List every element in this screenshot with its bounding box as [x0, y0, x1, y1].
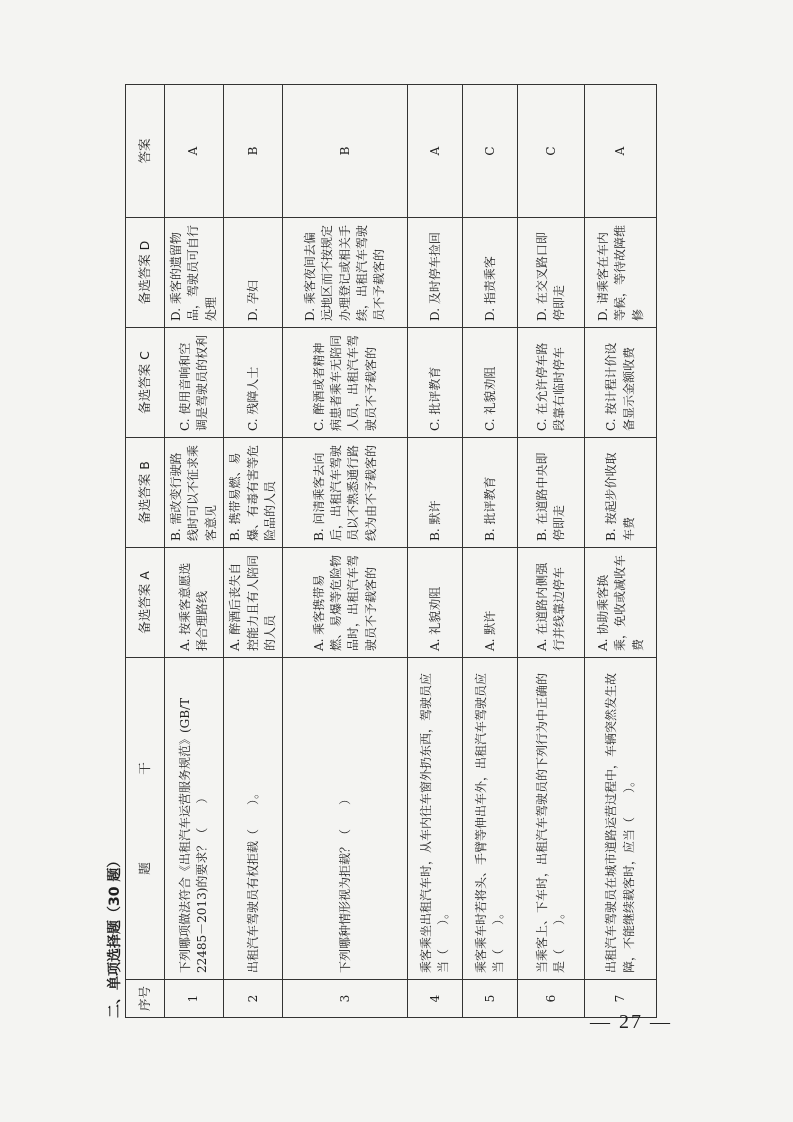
question-number: 6 — [518, 980, 585, 1018]
answer: A — [585, 85, 657, 218]
option-b: B. 按起步价收取车费 — [585, 438, 657, 548]
option-b: B. 批评教育 — [463, 438, 518, 548]
table-row — [463, 85, 518, 1018]
question-stem: 出租汽车驾驶员在城市道路运营过程中，车辆突然发生故障，不能继续载客时，应当（ ）。 — [585, 658, 657, 980]
header-row — [126, 85, 165, 1018]
option-d: D. 指责乘客 — [463, 218, 518, 328]
question-stem: 出租汽车驾驶员有权拒载（ ）。 — [224, 658, 283, 980]
option-c: C. 残障人士 — [224, 328, 283, 438]
table-row — [585, 85, 657, 1018]
option-a: A. 礼貌劝阻 — [408, 548, 463, 658]
option-b: B. 需改变行驶路线时可以不征求乘客意见 — [165, 438, 224, 548]
answer: B — [283, 85, 408, 218]
header-num: 序号 — [126, 980, 165, 1018]
question-number: 3 — [283, 980, 408, 1018]
answer: B — [224, 85, 283, 218]
option-b: B. 携带易燃、易爆、有毒有害等危险品的人员 — [224, 438, 283, 548]
option-a: A. 默许 — [463, 548, 518, 658]
option-d: D. 及时停车捡回 — [408, 218, 463, 328]
header-option-a: 备选答案 A — [126, 548, 165, 658]
page-number: — 27 — — [590, 1011, 672, 1033]
option-c: C. 在允许停车路段靠右临时停车 — [518, 328, 585, 438]
question-number: 4 — [408, 980, 463, 1018]
option-b: B. 默许 — [408, 438, 463, 548]
option-c: C. 批评教育 — [408, 328, 463, 438]
option-a: A. 醉酒后丧失自控能力且有人陪同的人员 — [224, 548, 283, 658]
option-d: D. 在交叉路口即停即走 — [518, 218, 585, 328]
question-stem: 当乘客上、下车时，出租汽车驾驶员的下列行为中正确的是（ ）。 — [518, 658, 585, 980]
option-a: A. 在道路内侧强行并线靠边停车 — [518, 548, 585, 658]
table-row — [224, 85, 283, 1018]
option-b: B. 在道路中央即停即走 — [518, 438, 585, 548]
answer: C — [518, 85, 585, 218]
section-title: 二、单项选择题（30 题） — [107, 853, 123, 1018]
option-d: D. 乘客夜间去偏远地区而不按规定办理登记或相关手续，出租汽车驾驶员不予载客的 — [283, 218, 408, 328]
option-d: D. 乘客的遗留物品，驾驶员可自行处理 — [165, 218, 224, 328]
table-row — [518, 85, 585, 1018]
option-a: A. 按乘客意愿选择合理路线 — [165, 548, 224, 658]
option-c: C. 按计程计价设备显示金额收费 — [585, 328, 657, 438]
option-d: D. 请乘客在车内等候，等待故障维修 — [585, 218, 657, 328]
question-stem: 乘客乘坐出租汽车时，从车内往车窗外扔东西，驾驶员应当（ ）。 — [408, 658, 463, 980]
header-option-d: 备选答案 D — [126, 218, 165, 328]
question-stem: 下列哪项做法符合《出租汽车运营服务规范》(GB/T 22485－2013)的要求？（ ） — [165, 658, 224, 980]
question-number: 5 — [463, 980, 518, 1018]
question-number: 7 — [585, 980, 657, 1018]
table-row — [283, 85, 408, 1018]
option-a: A. 协助乘客换乘，免收或减收车费 — [585, 548, 657, 658]
answer: A — [408, 85, 463, 218]
question-stem: 下列哪种情形视为拒载？（ ） — [283, 658, 408, 980]
header-stem: 题 干 — [126, 658, 165, 980]
header-answer: 答案 — [126, 85, 165, 218]
question-number: 1 — [165, 980, 224, 1018]
question-stem: 乘客乘车时若将头、手臂等伸出车外，出租汽车驾驶员应当（ ）。 — [463, 658, 518, 980]
option-d: D. 孕妇 — [224, 218, 283, 328]
option-c: C. 使用音响和空调是驾驶员的权利 — [165, 328, 224, 438]
option-c: C. 礼貌劝阻 — [463, 328, 518, 438]
header-option-b: 备选答案 B — [126, 438, 165, 548]
answer: C — [463, 85, 518, 218]
table-row — [165, 85, 224, 1018]
header-option-c: 备选答案 C — [126, 328, 165, 438]
option-c: C. 醉酒或者精神病患者乘车无陪同人员，出租汽车驾驶员不予载客的 — [283, 328, 408, 438]
answer: A — [165, 85, 224, 218]
table-row — [408, 85, 463, 1018]
option-b: B. 问清乘客去向后，出租汽车驾驶员以不熟悉通行路线为由不予载客的 — [283, 438, 408, 548]
option-a: A. 乘客携带易燃、易爆等危险物品时，出租汽车驾驶员不予载客的 — [283, 548, 408, 658]
question-table — [125, 84, 657, 1018]
question-number: 2 — [224, 980, 283, 1018]
